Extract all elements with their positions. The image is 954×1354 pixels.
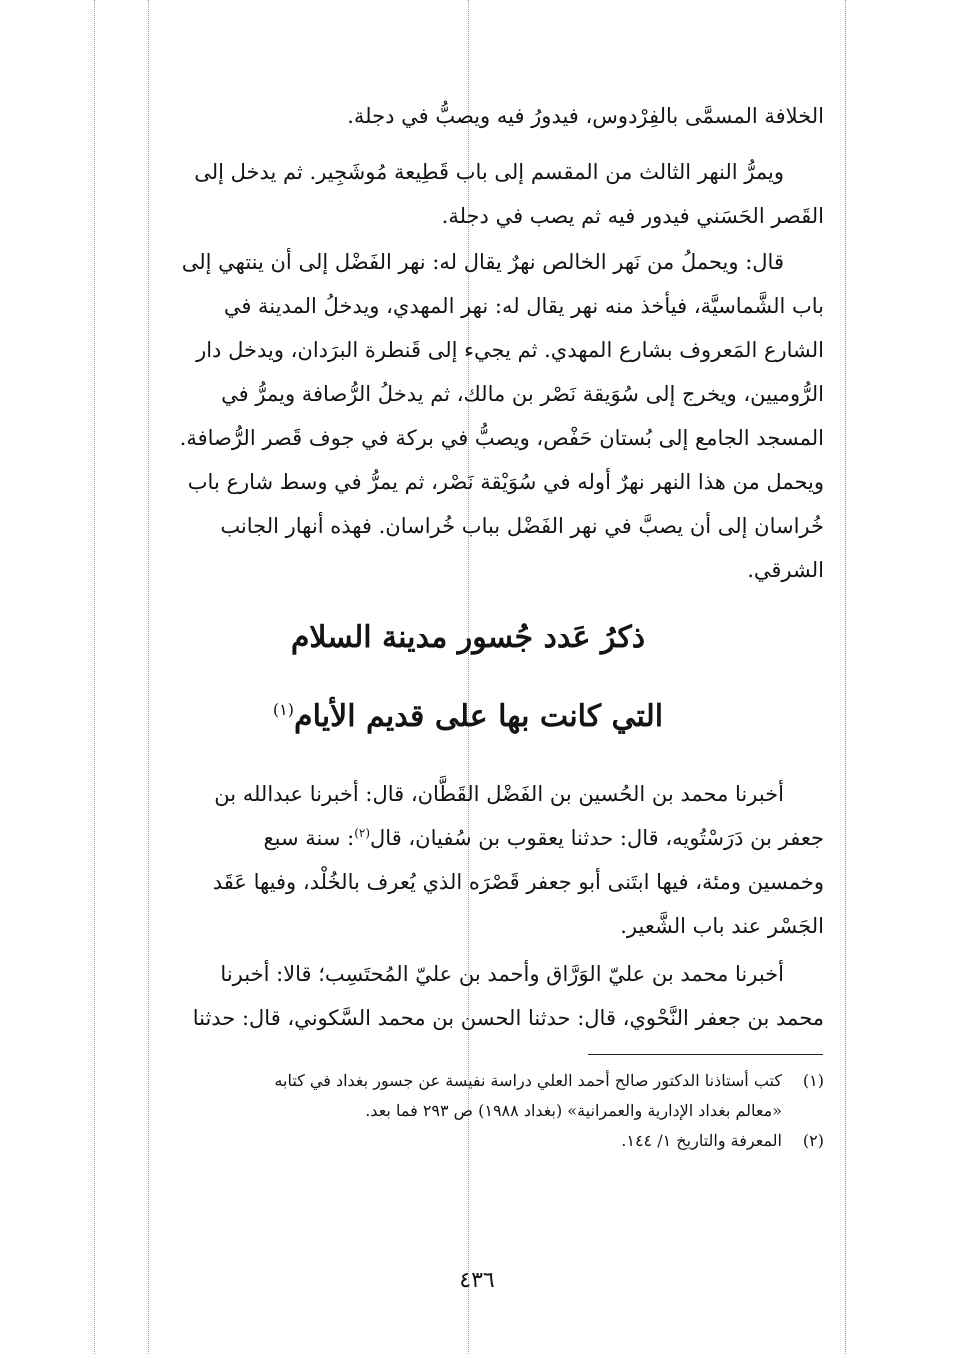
footnote-text: المعرفة والتاريخ ١/ ١٤٤. bbox=[621, 1131, 782, 1150]
footnote-2 bbox=[112, 1126, 824, 1156]
heading-text: ذكرُ عَدد جُسور مدينة السلام bbox=[290, 620, 646, 655]
text-line: ويحمل من هذا النهر نهرٌ أوله في سُوَيْقة نَصْر، ثم يمرُّ في وسط شارع باب bbox=[187, 470, 824, 494]
section-heading-line-2 bbox=[112, 690, 824, 737]
text-line: الشرقي. bbox=[747, 558, 824, 582]
text-line: الخلافة المسمَّى بالفِرْدوس، فيدورُ فيه ويصبُّ في دجلة. bbox=[347, 104, 824, 128]
paragraph-1 bbox=[112, 94, 824, 138]
text-line: وخمسين ومئة، فيها ابتَنى أبو جعفر قَصْرَه الذي يُعرف بالخُلْد، وفيها عَقَد bbox=[212, 870, 824, 894]
text-line: خُراسان إلى أن يصبَّ في نهر الفَضْل بباب خُراسان. فهذه أنهار الجانب bbox=[220, 514, 824, 538]
text-line: المسجد الجامع إلى بُستان حَفْص، ويصبُّ في بركة في جوف قَصر الرُّصافة. bbox=[179, 426, 824, 450]
text-line bbox=[112, 816, 824, 860]
text-segment: جعفر بن دَرَسْتُويه، قال: حدثنا يعقوب بن سُفيان، قال bbox=[370, 826, 824, 850]
footnote-text: كتب أستاذنا الدكتور صالح أحمد العلي دراسة نفيسة عن جسور بغداد في كتابه bbox=[274, 1071, 782, 1090]
paragraph-3 bbox=[112, 240, 824, 592]
footnote-reference: (٢) bbox=[354, 826, 371, 840]
footnote-1-continued: «معالم بغداد الإدارية والعمرانية» (بغداد ١٩٨٨) ص ٢٩٣ فما بعد. bbox=[365, 1101, 782, 1120]
footnote-1 bbox=[112, 1066, 824, 1096]
text-line: أخبرنا محمد بن عليّ الوَرَّاق وأحمد بن عليّ المُحتَسِب؛ قالا: أخبرنا bbox=[220, 962, 784, 986]
section-heading-line-1 bbox=[112, 618, 824, 658]
text-line: أخبرنا محمد بن الحُسين بن الفَضْل القَطَّان، قال: أخبرنا عبدالله بن bbox=[214, 782, 784, 806]
heading-text: التي كانت بها على قديم الأيام bbox=[294, 699, 664, 734]
text-line: الرُّوميين، ويخرج إلى سُوَيقة نَصْر بن مالك، ثم يدخلُ الرُّصافة ويمرُّ في bbox=[221, 382, 824, 406]
scan-guide-line bbox=[845, 0, 846, 1354]
paragraph-2 bbox=[112, 150, 824, 238]
footnote-separator bbox=[588, 1054, 823, 1055]
text-line: باب الشَّماسيَّة، فيأخذ منه نهر يقال له: نهر المهدي، ويدخلُ المدينة في bbox=[223, 294, 824, 318]
text-line: قال: ويحملُ من نَهر الخالص نهرٌ يقال له: نهر الفَضْل إلى أن ينتهي إلى bbox=[181, 250, 784, 274]
footnote-number: (٢) bbox=[802, 1131, 824, 1150]
footnote-number: (١) bbox=[802, 1071, 824, 1090]
text-line: الشارع المَعروف بشارع المهدي. ثم يجيء إلى قَنطرة البرَدان، ويدخل دار bbox=[196, 338, 824, 362]
page-number: ٤٣٦ bbox=[459, 1268, 495, 1293]
text-line: الجَسْر عند باب الشَّعير. bbox=[620, 914, 824, 938]
paragraph-5 bbox=[112, 952, 824, 1040]
text-line: ويمرُّ النهر الثالث من المقسم إلى باب قَطِيعة مُوشَجِير. ثم يدخل إلى bbox=[194, 160, 784, 184]
text-line: محمد بن جعفر النَّحْوي، قال: حدثنا الحسن بن محمد السَّكوني، قال: حدثنا bbox=[192, 1006, 824, 1030]
scan-guide-line bbox=[94, 0, 95, 1354]
text-line: القَصر الحَسَني فيدور فيه ثم يصب في دجلة. bbox=[441, 204, 824, 228]
text-segment: : سنة سبع bbox=[263, 826, 355, 850]
paragraph-4 bbox=[112, 772, 824, 948]
footnotes bbox=[112, 1066, 824, 1156]
footnote-reference: (١) bbox=[272, 700, 295, 719]
